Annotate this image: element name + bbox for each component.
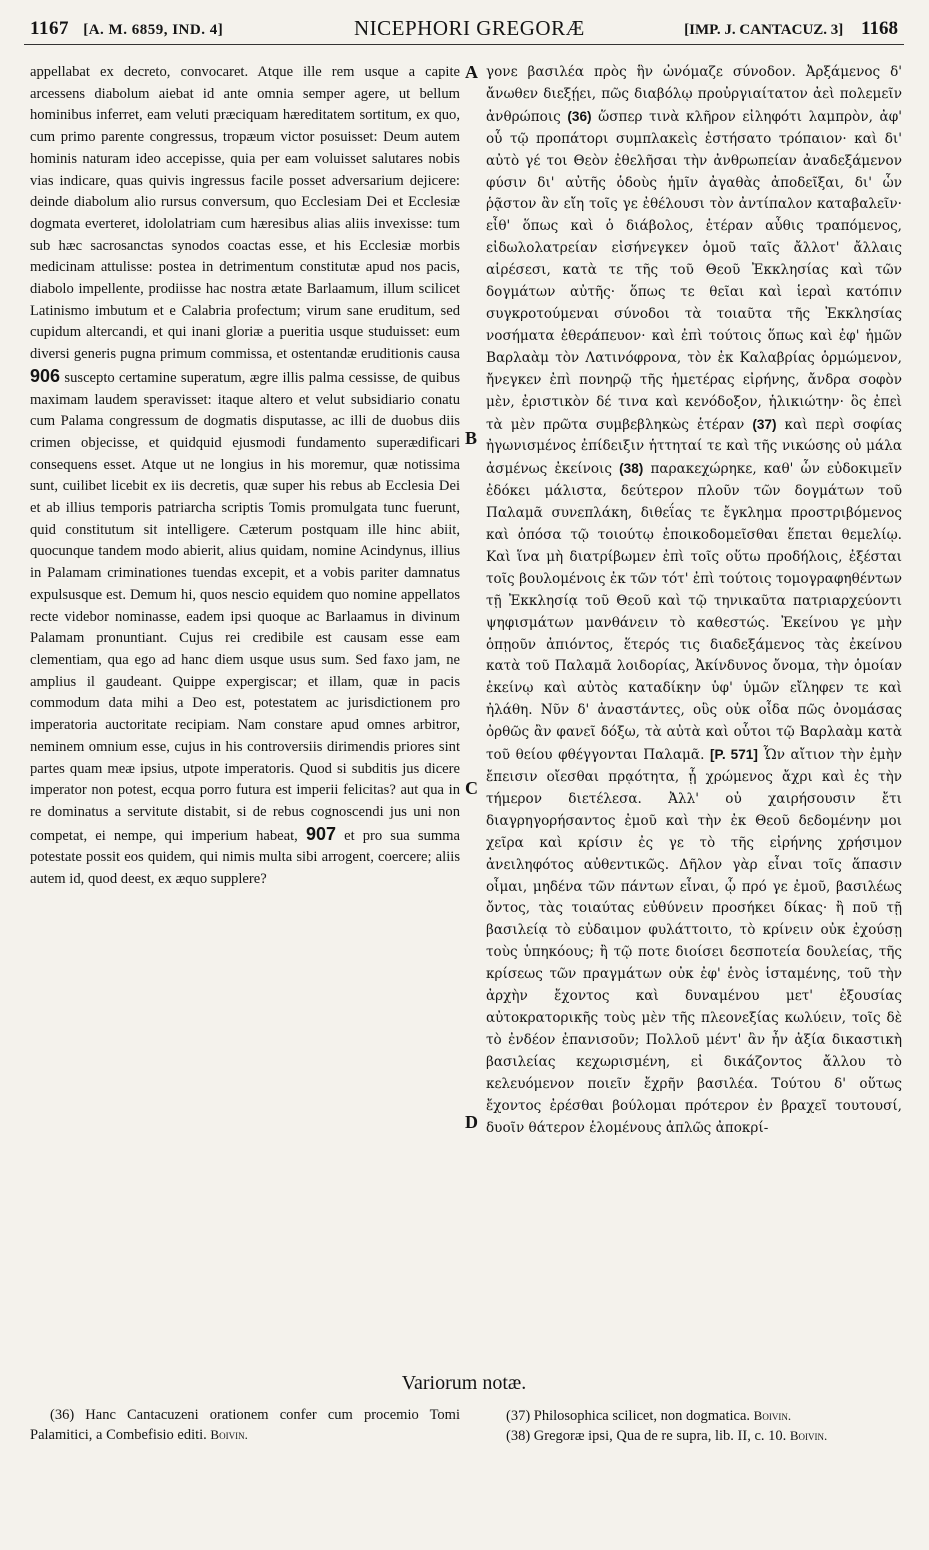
latin-text xyxy=(30,62,460,891)
note-ref-38: (38) xyxy=(619,461,644,477)
left-page-number: 1167 xyxy=(30,18,69,39)
notes-heading: Variorum notæ. xyxy=(401,1372,527,1394)
right-page-number: 1168 xyxy=(861,18,898,39)
notes-left xyxy=(30,1406,460,1445)
latin-part-1: appellabat ex decreto, convocaret. Atque ille rem usque a capite arcessens diabolum aiebat id ante omnia semper agere, ut bellum hominibus inferret, eam veluti præciquam hæreditatem sortitum, ex quo, cum primo parente congressus, tropæum victor posuisset: Deum autem hominis naturam ideo accepisse, quia per eam voluisset salutares nobis vias indicare, quas quivis ingressus facile posset adversarium dejicere: deinde diabolum alio rursus conversum, quo Ecclesiam Dei et Ecclesiæ dogmata everteret, idololatriam cum hæresibus alias aliis invexisse: tum sub hæc sacrosanctas synodos coactas esse, et his Ecclesiæ morbis medicinam attulisse: postea in detrimentum constitutæ apud nos pacis, diabolo impellente, prodiisse hac nostra ætate Barlaamum, illum scilicet Latinismo imbutum et e Calabria profectum; virum sane eruditum, sed cupidum altercandi, et qui inani gloriæ a pueritia usque studuisset: eum diversi generis pugna primum commissa, et ostentandæ eruditionis causa xyxy=(30,64,460,363)
note-36-text: (36) Hanc Cantacuzeni orationem confer cum procemio Tomi Palamitici, a Combefisio editi. xyxy=(30,1407,460,1443)
greek-part-3: καὶ περὶ σοφίας ἠγωνισμένος ἐπίδειξιν ἡττηταί τε καὶ τῆς νικώσης οὐ μάλα ἀσμένως ἐκείνοις xyxy=(486,416,902,478)
note-38-text: (38) Gregoræ ipsi, Qua de re supra, lib. II, c. 10. xyxy=(506,1428,787,1444)
left-header-meta: [A. M. 6859, IND. 4] xyxy=(83,22,224,38)
column-number-906: 906 xyxy=(30,365,61,386)
note-38-author: Boivin. xyxy=(789,1428,828,1443)
page xyxy=(24,10,904,1540)
margin-marker-b: B xyxy=(465,428,478,448)
latin-part-2: suscepto certamine superatum, ægre illis palma cessisse, de quibus maximam laudem speravisset: itaque altero et velut subsidiario conatu cum Palama congressum de dogmatis disputasse, ac illi de duobus diis crimen objecisse, et quidquid ejusmodi fundamento superædificari consequens esset. Atque ut ne longius in his moremur, quæ notissima sunt, cuilibet licebit ex iis decretis, quæ super his rebus ab Ecclesia Dei et ab illius temporis patriarcha scriptis Tomis promulgata tunc fuerunt, quid constitutum sit intelligere. Cæterum postquam ille hinc abiit, quocunque tandem modo abierit, alius quidam, nomine Acindynus, illius in Palamam criminationes tuendas excepit, et a vobis pariter damnatus expulsusque est. Demum hi, quos nescio equidem quo nomine appellatos recte videbor nominasse, eadem ipsi quoque ac Barlaamus in divinum Palamam pronuntiant. Cujus rei credibile est causam esse eam clementiam, qua ego ad hanc diem usque usus sum. Sed faxo jam, ne amplius il gaudeant. Quippe expergiscar; et illam, quæ in pacis commodum data mihi a Deo est, potestatem ac jurisdictionem pro imperatoria auctoritate recipiam. Nam constare apud omnes arbitror, neminem omnium esse, cujus in his controversiis dirimendis priores sint partes quam meæ ipsius, utpote imperatoris. Quod si subditis jus dicere imperator non potest, ecqua porro futura est imperii felicitas? aut qua in re dominatus a servitute distabit, si de rebus cognoscendi jus uni non competat, ei nempe, qui imperium habeat, xyxy=(30,369,460,844)
header-left xyxy=(30,18,223,40)
margin-marker-a: A xyxy=(465,62,478,82)
greek-part-4: παρακεχώρηκε, καθ' ὧν εὐδοκιμεῖν ἐδόκει μάλιστα, δεύτερον πλοῦν τῶν δογμάτων τοῦ Παλαμᾶ συνεπλάκη, διθεΐας τε ἔγκλημα προστριβόμενος καὶ ὁπόσα τῷ τοιούτῳ ἐποικοδομεῖσθαι ἕπεται θεμελίῳ. Καὶ ἵνα μὴ διατρίβωμεν ἐπὶ τοῖς οὕτω προδήλοις, ἐξέσται τοῖς βουλομένοις ἐκ τῶν τότ' ἐπὶ τούτοις τομογραφηθέντων τῇ Ἐκκλησίᾳ τοῦ Θεοῦ καὶ τῷ τηνικαῦτα πατριαρχεύοντι ψηφισμάτων μανθάνειν τὸ καθεστώς. Ἐκείνου γε μὴν ὁπῃοῦν ἀπιόντος, ἕτερός τις διαδεξάμενος τὰς ἐκείνου κατὰ τοῦ Παλαμᾶ λοιδορίας, Ἀκίνδυνος ὄνομα, τὴν ὁμοίαν ἐκείνῳ καὶ αὐτὸς καταδίκην ὑφ' ὑμῶν εἴληφεν τε καὶ ἠλάθη. Νῦν δ' ἀναστάντες, οὓς οὐκ οἶδα πῶς ὀνομάσας ὀρθῶς ἂν φανεῖ δόξω, τὰ αὐτὰ καὶ οὗτοι τῷ Βαρλαὰμ κατὰ τοῦ θείου φθέγγονται Παλαμᾶ. xyxy=(486,461,902,764)
margin-marker-d: D xyxy=(465,1112,478,1132)
running-header xyxy=(24,10,904,45)
note-36 xyxy=(30,1406,460,1445)
page-ref-571: [P. 571] xyxy=(710,747,758,763)
note-36-author: Boivin. xyxy=(210,1427,248,1442)
note-ref-36: (36) xyxy=(567,108,592,124)
margin-marker-c: C xyxy=(465,778,478,798)
note-ref-37: (37) xyxy=(752,416,777,432)
note-37-text: (37) Philosophica scilicet, non dogmatica. xyxy=(506,1408,751,1424)
note-38 xyxy=(486,1426,902,1446)
note-37-author: Boivin. xyxy=(753,1408,792,1423)
greek-part-5: Ὧν αἴτιον τὴν ἐμὴν ἔπεισιν οἴεσθαι πρᾳότητα, ᾗ χρώμενος ἄχρι καὶ ἐς τὴν τήμερον διετέλεσα. Ἀλλ' οὐ χαιρήσουσιν ἔτι διαγρηγορήσαντος ἐμοῦ καὶ τὴν ἐκ Θεοῦ δεδομένην μοι χεῖρα καὶ κρίσιν ἐς γε τὸ τῆς εἰρήνης χρήσιμον ἀνειληφότος αὐθεντικῶς. Δῆλον γὰρ εἶναι τοῖς ἅπασιν οἶμαι, μηδένα τῶν πάντων εἶναι, ᾧ πρό γε ἐμοῦ, βασιλέως ὄντος, τὰς τοιαύτας εὐθύνειν προσήκει δίκας· ἢ ποῦ τῇ βασιλείᾳ τὸ εὐδαιμον φυλάττοιτο, τὸ κρίνειν οὐκ ἐχούσῃ τοὺς ὑπηκόους; ἢ τῷ ποτε διοίσει δεσποτεία δουλείας, τῆς κρίσεως τῶν πραγμάτων οὐκ ἐφ' ἑνὸς ἱσταμένης, τοῦ τὴν ἀρχὴν ἔχοντος καὶ δυναμένου μετ' ἐξουσίας αὐτοκρατορικῆς τοὺς μὲν τῆς πλεονεξίας κωλύειν, τοῖς δὲ τὸ ἐνδέον ἐπανισοῦν; Πολλοῦ μέντ' ἂν ἦν ἀξία δικαστικὴ βασιλείας κεχωρισμένη, εἰ δικάζοντος ἄλλου τὸ κελευόμενον ποιεῖν ἔχρῆν βασιλέα. Τούτου δ' οὕτως ἔχοντος ἐρέσθαι βούλομαι πρότερον ἐν βραχεῖ τουτουσί, δυοῖν θάτερον ἑλομένους ἁπλῶς ἀποκρί- xyxy=(486,747,902,1136)
latin-column xyxy=(30,62,460,1352)
latin-part-3: et pro sua summa potestate possit eos quidem, qui nimis multa sibi arrogent, coercere; aliis autem id, quod deest, ex æquo supplere? xyxy=(30,827,460,888)
greek-column xyxy=(486,62,902,1352)
note-37 xyxy=(486,1406,902,1426)
notes-right xyxy=(486,1406,902,1446)
greek-text xyxy=(486,62,902,1139)
greek-part-2: ὥσπερ τινὰ κλῆρον εἰληφότι λαμπρὸν, ἀφ' οὗ τῷ προπάτορι συμπλακεὶς ἐστήσατο τρόπαιον· καὶ δι' αὐτὸ γέ τοι Θεὸν ἐθελῆσαι τὴν ἀνθρωπείαν ἀναδεξάμενον φύσιν δι' αὐτῆς ὁδοὺς ἡμῖν ἀγαθὰς ἀποδεῖξαι, δι' ὧν ῥᾷστον ἂν εἴη τοῖς γε ἐθέλουσι τὸν ἀντίπαλον καταβαλεῖν· εἶθ' ὅπως καὶ ὁ διάβολος, ἑτέραν αὖθις τραπόμενος, εἰδωλολατρείαν εἰσήνεγκεν ὁμοῦ ταῖς ἄλλοτ' ἄλλαις αἱρέσεσι, κατὰ τε τῆς τοῦ Θεοῦ Ἐκκλησίας καὶ τῶν δογμάτων αὐτῆς· ὅπως τε θεῖαι καὶ ἱεραὶ κατόπιν συγκροτούμεναι σύνοδοι τὰ τοιαῦτα τῆς Ἐκκλησίας νοσήματα ἐθεράπευον· καὶ ἐπὶ τούτοις ὅπως καὶ ἐφ' ἡμῶν Βαρλαὰμ τὸν Λατινόφρονα, τὸν ἐκ Καλαβρίας ὁρμώμενον, ἤνεγκεν ἐπὶ πονηρῷ τῆς ἡμετέρας εἰρήνης, ἄνδρα σοφὸν μὲν, ἐριστικὸν δέ τινα καὶ κενόδοξον, ἡλικιώτην· ὃς ἐπεὶ τὰ μὲν πρῶτα συμβεβληκὼς ἑτέραν xyxy=(486,108,902,433)
header-title: NICEPHORI GREGORÆ xyxy=(354,16,585,40)
column-number-907: 907 xyxy=(305,823,336,844)
header-right xyxy=(684,18,898,40)
greek-part-1: γονε βασιλέα πρὸς ἣν ὠνόμαζε σύνοδον. Ἀρξάμενος δ' ἄνωθεν διεξῄει, πῶς διαβόλῳ προὐργιαίτατον ἀεὶ πολεμεῖν ἀνθρώποις xyxy=(486,64,902,125)
right-header-meta: [IMP. J. CANTACUZ. 3] xyxy=(684,22,844,38)
